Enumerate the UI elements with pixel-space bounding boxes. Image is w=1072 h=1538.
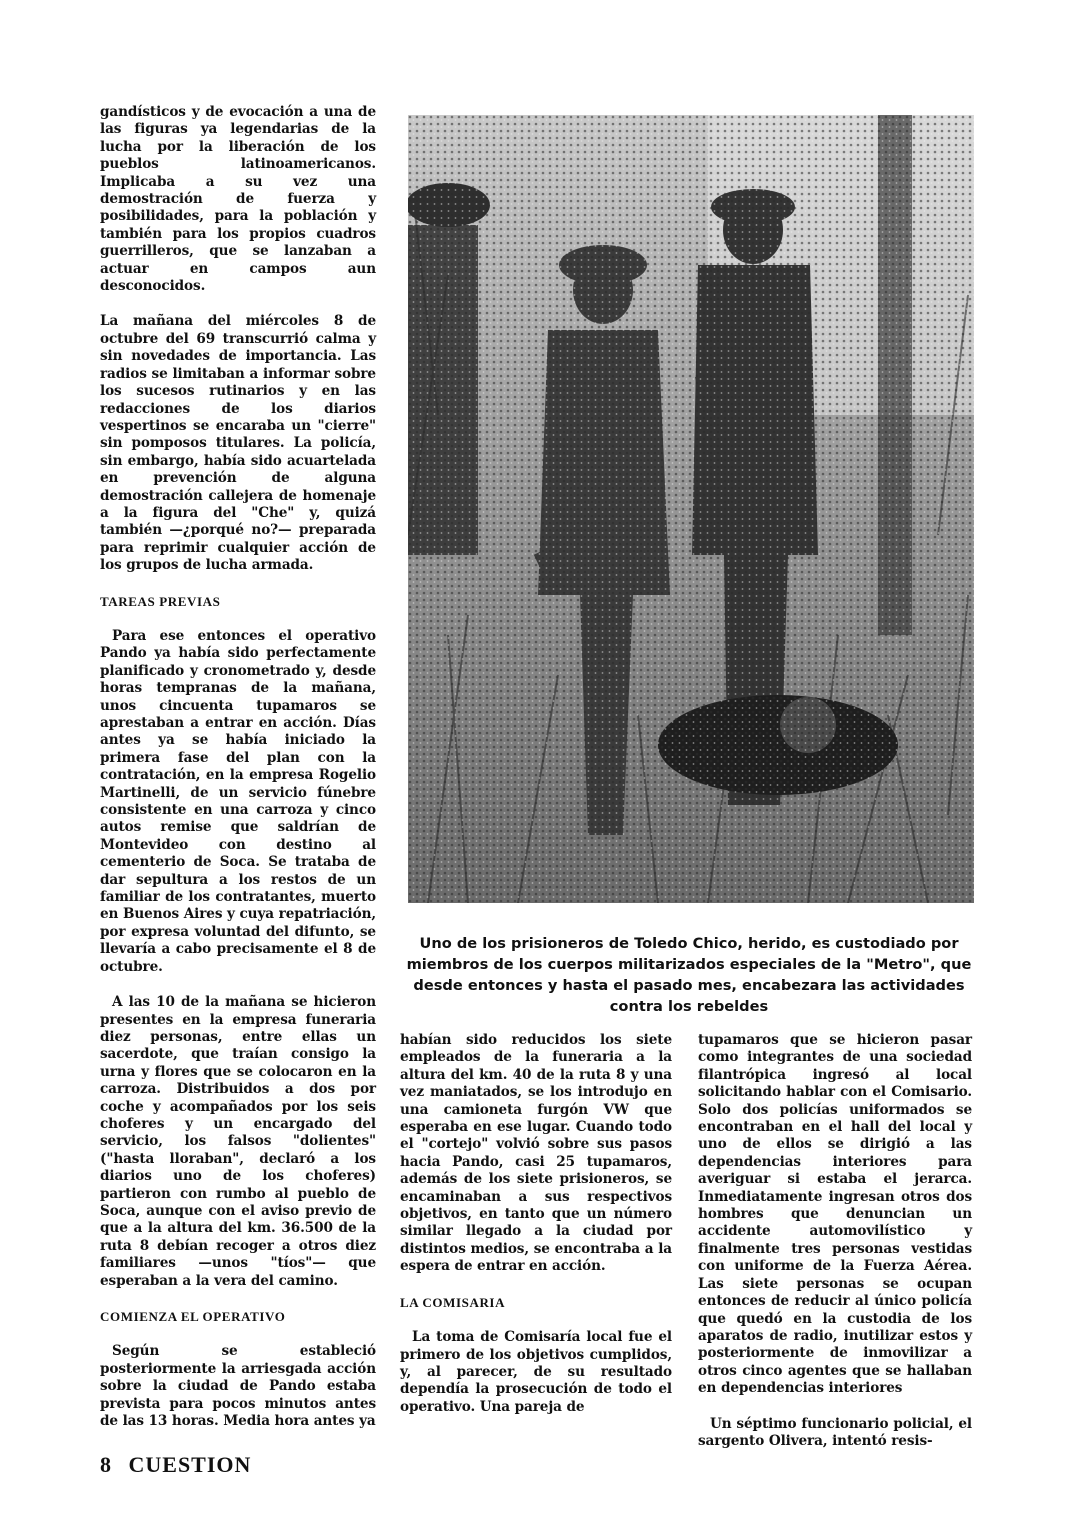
photo-caption: Uno de los prisioneros de Toledo Chico, herido, es custodiado por miembros de los cuerpos militarizados especiales de la "Metro", que desde entonces y hasta el pasado mes, encabezara las actividades contra los rebeldes [406, 935, 972, 1015]
page-number: 8 [100, 1452, 112, 1477]
middle-column [400, 1032, 672, 1434]
right-paragraph-1: tupamaros que se hicieron pasar como integrantes de una sociedad filantrópica ingresó al local solicitando hablar con el Comisario. Solo dos policías uniformados se encontraban en el hall del local y uno de ellos se dirigió a las dependencias interiores para averiguar si estaba el jerarca. Inmediatamente ingresan otros dos hombres que denuncian un accidente automovilístico y finalmente tres personas vestidas con uniforme de la Fuerza Aérea. Las siete personas se ocupan entonces de reducir al único policía que quedó en la custodia de los aparatos de radio, inutilizar estos y posteriormente de inmovilizar a otros cinco agentes que se hallaban en dependencias interiores [698, 1032, 972, 1397]
right-paragraph-2: Un séptimo funcionario policial, el sargento Olivera, intentó resis- [698, 1415, 972, 1449]
left-paragraph-4: A las 10 de la mañana se hicieron presentes en la empresa funeraria diez personas, entre ellas un sacerdote, que traían consigo la urna y flores que se colocaron en la carroza. Distribuidos a dos por coche y acompañados por los seis choferes y un encargado del servicio, los falsos "dolientes" ("hasta lloraban", declaró a los diarios uno de los choferes) partieron con rumbo al pueblo de Soca, aunque con el aviso previo de que a la altura del km. 36.500 de la ruta 8 debían recoger a otros diez familiares —unos "tíos"— que esperaban a la vera del camino. [100, 994, 376, 1289]
section-heading-la-comisaria: LA COMISARIA [400, 1294, 506, 1310]
publication-name: CUESTION [128, 1452, 252, 1477]
photo-illustration [408, 115, 974, 903]
middle-paragraph-1: habían sido reducidos los siete empleados de la funeraria a la altura del km. 40 de la ruta 8 y una vez maniatados, se los introdujo en una camioneta furgón VW que esperaba en ese lugar. Cuando todo el "cortejo" volvió sobre sus pasos hacia Pando, casi 25 tupamaros, además de los siete prisioneros, se encaminaban a sus respectivos objetivos, en tanto que un número similar llegado a la ciudad por distintos medios, se encontraba a la espera de entrar en acción. [400, 1032, 672, 1275]
left-column [100, 104, 376, 1448]
right-column [698, 1032, 972, 1468]
section-heading-comienza-el-operativo: COMIENZA EL OPERATIVO [100, 1309, 286, 1324]
section-heading-tareas-previas: TAREAS PREVIAS [100, 593, 221, 609]
left-paragraph-1: gandísticos y de evocación a una de las figuras ya legendarias de la lucha por la liberación de los pueblos latinoamericanos. Implicaba a su vez una demostración de fuerza y posibilidades, para la población y también para los propios cuadros guerrilleros, que se lanzaban a actuar en campos aun desconocidos. [100, 104, 376, 295]
left-paragraph-3: Para ese entonces el operativo Pando ya había sido perfectamente planificado y cronometrado y, desde horas tempranas de la mañana, unos cincuenta tupamaros se aprestaban a entrar en acción. Días antes ya se había iniciado la primera fase del plan con la contratación, en la empresa Rogelio Martinelli, de un servicio fúnebre consistente en una carroza y cinco autos remise que saldrían de Montevideo con destino al cementerio de Soca. Se trataba de dar sepultura a los restos de un familiar de los contratantes, muerto en Buenos Aires y cuya repatriación, por expresa voluntad del difunto, se llevaría a cabo precisamente el 8 de octubre. [100, 627, 376, 975]
left-paragraph-5: Según se estableció posteriormente la arriesgada acción sobre la ciudad de Pando estaba prevista para pocos minutos antes de las 13 horas. Media hora antes ya [100, 1343, 376, 1430]
news-photo [408, 115, 974, 903]
left-paragraph-2: La mañana del miércoles 8 de octubre del 69 transcurrió calma y sin novedades de importancia. Las radios se limitaban a informar sobre los sucesos rutinarios y en las redacciones de los diarios vespertinos se encaraba un "cierre" sin pomposos titulares. La policía, sin embargo, había sido acuartelada en prevención de alguna demostración callejera de homenaje a la figura del "Che" y, quizá también —¿porqué no?— preparada para reprimir cualquier acción de los grupos de lucha armada. [100, 313, 376, 574]
middle-paragraph-2: La toma de Comisaría local fue el primero de los objetivos cumplidos, y, al parecer, de su resultado dependía la prosecución de todo el operativo. Una pareja de [400, 1329, 672, 1415]
page-footer [100, 1452, 251, 1478]
